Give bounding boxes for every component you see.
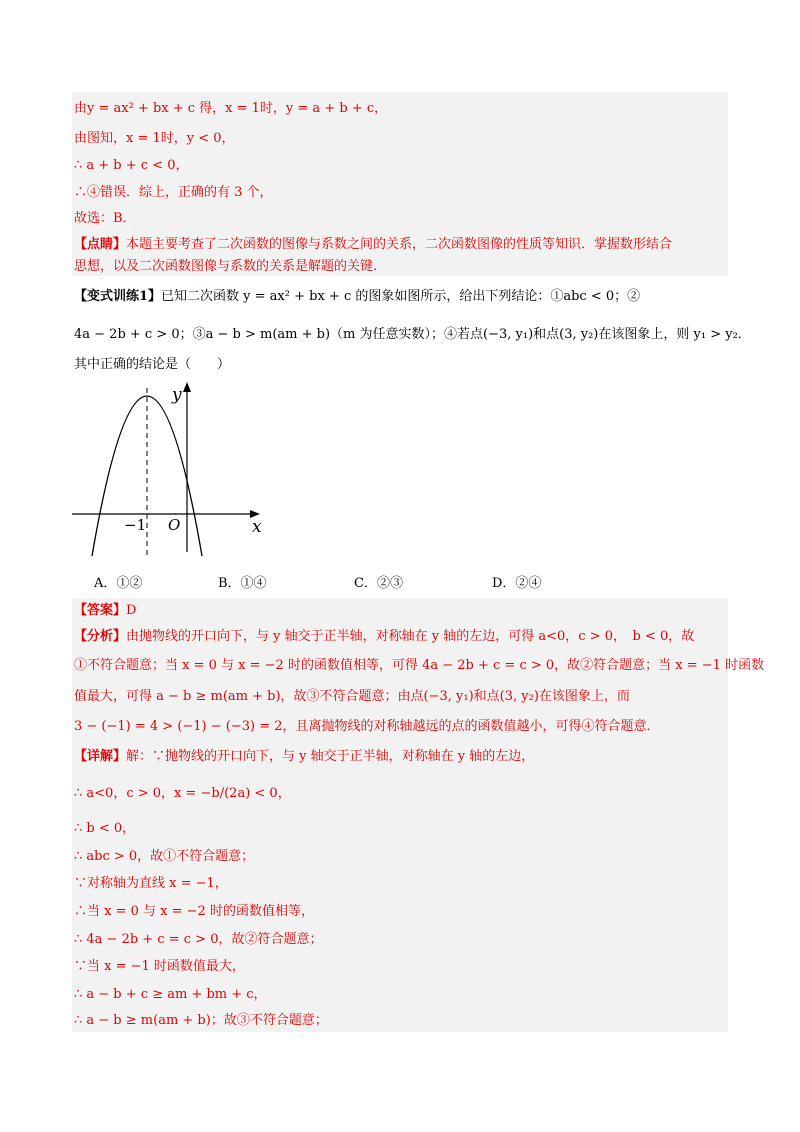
detail-step-4: ∵对称轴为直线 x = −1，	[74, 876, 228, 891]
option-d: D．②④	[492, 576, 542, 591]
detail-step-5: ∴当 x = 0 与 x = −2 时的函数值相等，	[74, 904, 314, 919]
solution-line-4: ∴④错误．综上，正确的有 3 个，	[74, 185, 273, 200]
x-axis-label: x	[252, 517, 262, 537]
problem-tag: 【变式训练1】	[74, 289, 162, 304]
answer-tag: 【答案】	[74, 603, 127, 618]
detail-step-8: ∴ a − b + c ≥ am + bm + c，	[74, 987, 267, 1002]
detail-step-7: ∵当 x = −1 时函数值最大，	[74, 959, 245, 974]
comment-line-1	[74, 236, 672, 254]
detail-intro: 解：∵抛物线的开口向下，与 y 轴交于正半轴，对称轴在 y 轴的左边，	[126, 749, 535, 764]
detail-step-9: ∴ a − b ≥ m(am + b)；故③不符合题意；	[74, 1013, 328, 1028]
analysis-text-1: 由抛物线的开口向下，与 y 轴交于正半轴，对称轴在 y 轴的左边，可得 a<0，c > 0， b < 0，故	[126, 629, 695, 644]
analysis-line-3: 值最大，可得 a − b ≥ m(am + b)，故③不符合题意；由点(−3, y₁)和点(3, y₂)在该图象上，而	[74, 689, 630, 704]
detail-tag: 【详解】	[74, 749, 127, 764]
y-axis-label: y	[172, 385, 182, 405]
analysis-line-1	[74, 628, 694, 646]
analysis-line-4: 3 − (−1) = 4 > (−1) − (−3) = 2，且离抛物线的对称轴越远的点的函数值越小，可得④符合题意．	[74, 719, 660, 734]
comment-tag: 【点睛】	[74, 237, 127, 252]
detail-step-1: ∴ a<0，c > 0，x = −b/(2a) < 0，	[74, 786, 291, 801]
detail-step-2: ∴ b < 0，	[74, 821, 136, 836]
analysis-tag: 【分析】	[74, 629, 127, 644]
detail-line-intro	[74, 748, 534, 766]
comment-line-2: 思想，以及二次函数图像与系数的关系是解题的关键．	[74, 259, 387, 274]
y-axis-arrow-icon	[183, 382, 191, 392]
problem-line-2: 4a − 2b + c > 0；③a − b > m(am + b)（m 为任意实数）；④若点(−3, y₁)和点(3, y₂)在该图象上，则 y₁ > y₂．	[74, 327, 751, 342]
detail-step-6: ∴ 4a − 2b + c = c > 0，故②符合题意；	[74, 932, 323, 947]
option-a: A．①②	[94, 576, 143, 591]
problem-line-1	[74, 288, 640, 306]
solution-line-3: ∴ a + b + c < 0，	[74, 158, 189, 173]
origin-label: O	[168, 516, 181, 534]
option-c: C．②③	[354, 576, 403, 591]
solution-line-5: 故选：B．	[74, 211, 136, 226]
comment-text-1: 本题主要考查了二次函数的图像与系数之间的关系，二次函数图像的性质等知识．掌握数形结合	[126, 237, 673, 252]
problem-line-3: 其中正确的结论是（ ）	[74, 357, 231, 372]
problem-text-1: 已知二次函数 y = ax² + bx + c 的图象如图所示，给出下列结论：①abc < 0；②	[161, 289, 641, 304]
answer-line	[74, 602, 136, 620]
parabola-graph	[70, 380, 270, 560]
vertex-tick-label: −1	[124, 516, 147, 534]
solution-line-1: 由y = ax² + bx + c 得，x = 1时，y = a + b + c，	[74, 101, 388, 116]
answer-value: D	[126, 603, 137, 618]
analysis-line-2: ①不符合题意；当 x = 0 与 x = −2 时的函数值相等，可得 4a − 2b + c = c > 0，故②符合题意；当 x = −1 时函数	[74, 658, 765, 673]
detail-step-3: ∴ abc > 0，故①不符合题意；	[74, 849, 255, 864]
option-b: B．①④	[218, 576, 267, 591]
solution-line-2: 由图知，x = 1时，y < 0，	[74, 131, 235, 146]
